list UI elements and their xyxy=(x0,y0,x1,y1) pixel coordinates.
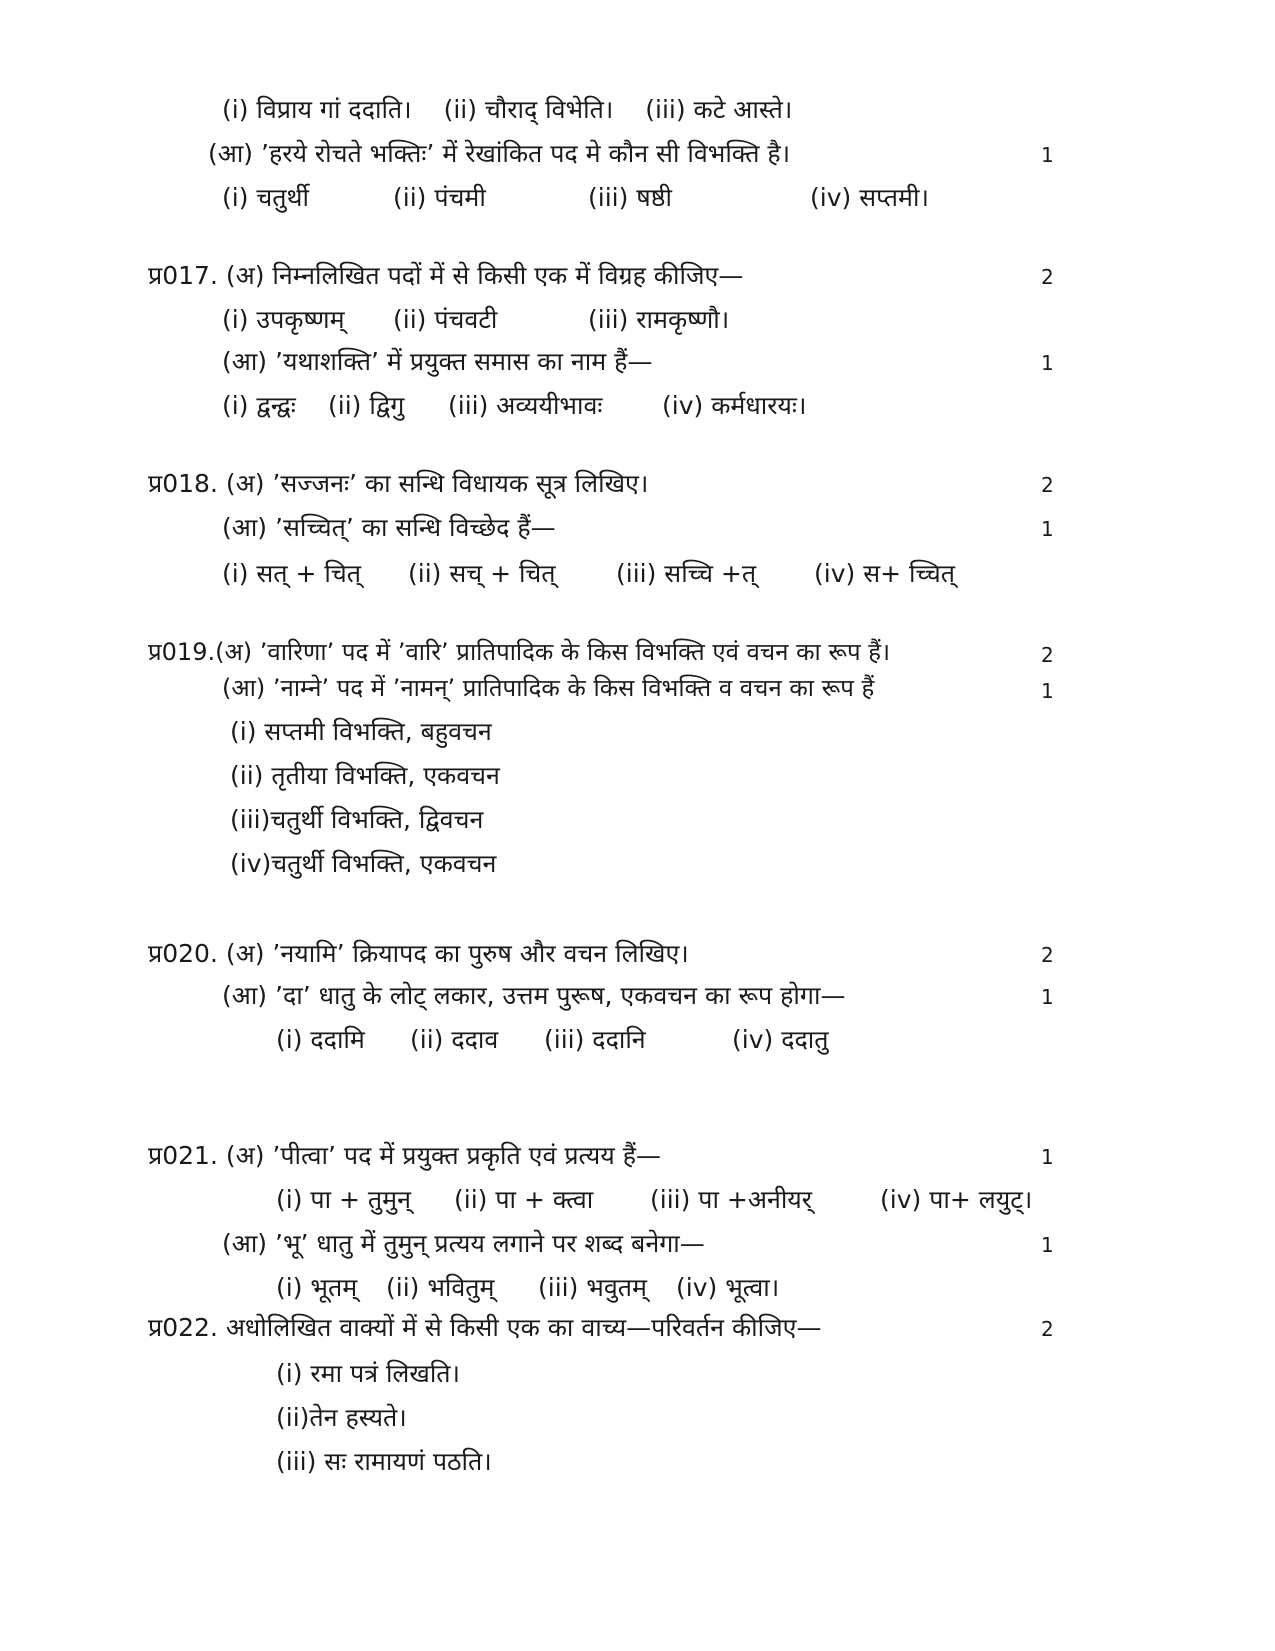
option: (iv) पा+ लयुट्। xyxy=(880,1185,1033,1214)
marks: 1 xyxy=(1041,985,1054,1009)
option: (ii) पंचमी xyxy=(393,183,486,212)
sentence-line xyxy=(222,94,792,126)
question-22: प्र022. अधोलिखित वाक्यों में से किसी एक का वाच्य—परिवर्तन कीजिए— xyxy=(148,1313,822,1342)
question-19a: प्र019.(अ) ’वारिणा’ पद में ’वारि’ प्रातिपादिक के किस विभक्ति एवं वचन का रूप हैं। xyxy=(148,638,891,666)
option: (i) भूतम् xyxy=(276,1273,358,1302)
option: (iii) ददानि xyxy=(544,1025,646,1054)
option: (i) सप्तमी विभक्ति, बहुवचन xyxy=(230,717,492,746)
sentence-1: (i) विप्राय गां ददाति। xyxy=(222,95,412,124)
option: (i) उपकृष्णम् xyxy=(222,305,345,334)
option: (ii) तृतीया विभक्ति, एकवचन xyxy=(230,761,500,790)
marks: 1 xyxy=(1041,679,1054,703)
option: (ii) द्विगु xyxy=(328,391,405,420)
option: (i) चतुर्थी xyxy=(222,183,309,212)
question-18a: प्र018. (अ) ’सज्जनः’ का सन्धि विधायक सूत्र लिखिए। xyxy=(148,469,649,498)
option: (ii) पा + क्त्वा xyxy=(454,1185,594,1214)
option: (i) रमा पत्रं लिखति। xyxy=(276,1359,461,1388)
marks: 1 xyxy=(1041,517,1054,541)
marks: 1 xyxy=(1041,351,1054,375)
marks: 2 xyxy=(1041,265,1054,289)
marks: 1 xyxy=(1041,1233,1054,1257)
option: (iv) कर्मधारयः। xyxy=(662,391,807,420)
marks: 1 xyxy=(1041,1145,1054,1169)
marks: 2 xyxy=(1041,1317,1054,1341)
option: (iii) अव्ययीभावः xyxy=(448,391,603,420)
question-17a: प्र017. (अ) निम्नलिखित पदों में से किसी एक में विग्रह कीजिए— xyxy=(148,261,744,290)
option: (iii) रामकृष्णौ। xyxy=(588,305,730,334)
option: (ii) पंचवटी xyxy=(393,305,498,334)
option: (ii) ददाव xyxy=(410,1025,499,1054)
sentence-2: (ii) चौराद् विभेति। xyxy=(443,95,614,124)
question-text: (आ) ’हरये रोचते भक्तिः’ में रेखांकित पद मे कौन सी विभक्ति है। xyxy=(208,139,791,168)
option: (ii) भवितुम् xyxy=(386,1273,495,1302)
question-21a: प्र021. (अ) ’पीत्वा’ पद में प्रयुक्त प्रकृति एवं प्रत्यय हैं— xyxy=(148,1141,662,1170)
option: (iii) सच्चि +त् xyxy=(616,559,757,588)
marks: 2 xyxy=(1041,943,1054,967)
option: (i) ददामि xyxy=(276,1025,365,1054)
sentence-3: (iii) कटे आस्ते। xyxy=(645,95,793,124)
marks: 2 xyxy=(1041,643,1054,667)
option: (ii)तेन हस्यते। xyxy=(276,1403,407,1432)
question-20a: प्र020. (अ) ’नयामि’ क्रियापद का पुरुष और वचन लिखिए। xyxy=(148,939,689,968)
question-18aa: (आ) ’सच्चित्’ का सन्धि विच्छेद हैं— xyxy=(222,513,556,542)
option: (i) सत् + चित् xyxy=(222,559,361,588)
marks: 1 xyxy=(1041,143,1054,167)
option: (iii) भवुतम् xyxy=(538,1273,647,1302)
question-17aa: (आ) ’यथाशक्ति’ में प्रयुक्त समास का नाम हैं— xyxy=(222,347,653,376)
option: (iv) स+ च्चित् xyxy=(814,559,956,588)
option: (iv) ददातु xyxy=(732,1025,829,1054)
option: (iii)चतुर्थी विभक्ति, द्विवचन xyxy=(230,805,484,834)
marks: 2 xyxy=(1041,473,1054,497)
question-20aa: (आ) ’दा’ धातु के लोट् लकार, उत्तम पुरूष, एकवचन का रूप होगा— xyxy=(222,981,846,1010)
question-21aa: (आ) ’भू’ धातु में तुमुन् प्रत्यय लगाने पर शब्द बनेगा— xyxy=(222,1229,705,1258)
option: (iii) सः रामायणं पठति। xyxy=(276,1447,492,1476)
option: (iii) षष्ठी xyxy=(588,183,672,212)
question-19aa: (आ) ’नाम्ने’ पद में ’नामन्’ प्रातिपादिक के किस विभक्ति व वचन का रूप हैं xyxy=(222,674,875,702)
option: (iv) सप्तमी। xyxy=(810,183,929,212)
option: (i) पा + तुमुन् xyxy=(276,1185,411,1214)
option: (iii) पा +अनीयर् xyxy=(650,1185,813,1214)
option: (iv)चतुर्थी विभक्ति, एकवचन xyxy=(230,849,497,878)
option: (iv) भूत्वा। xyxy=(676,1273,780,1302)
option: (i) द्वन्द्वः xyxy=(222,391,296,420)
option: (ii) सच् + चित् xyxy=(408,559,556,588)
